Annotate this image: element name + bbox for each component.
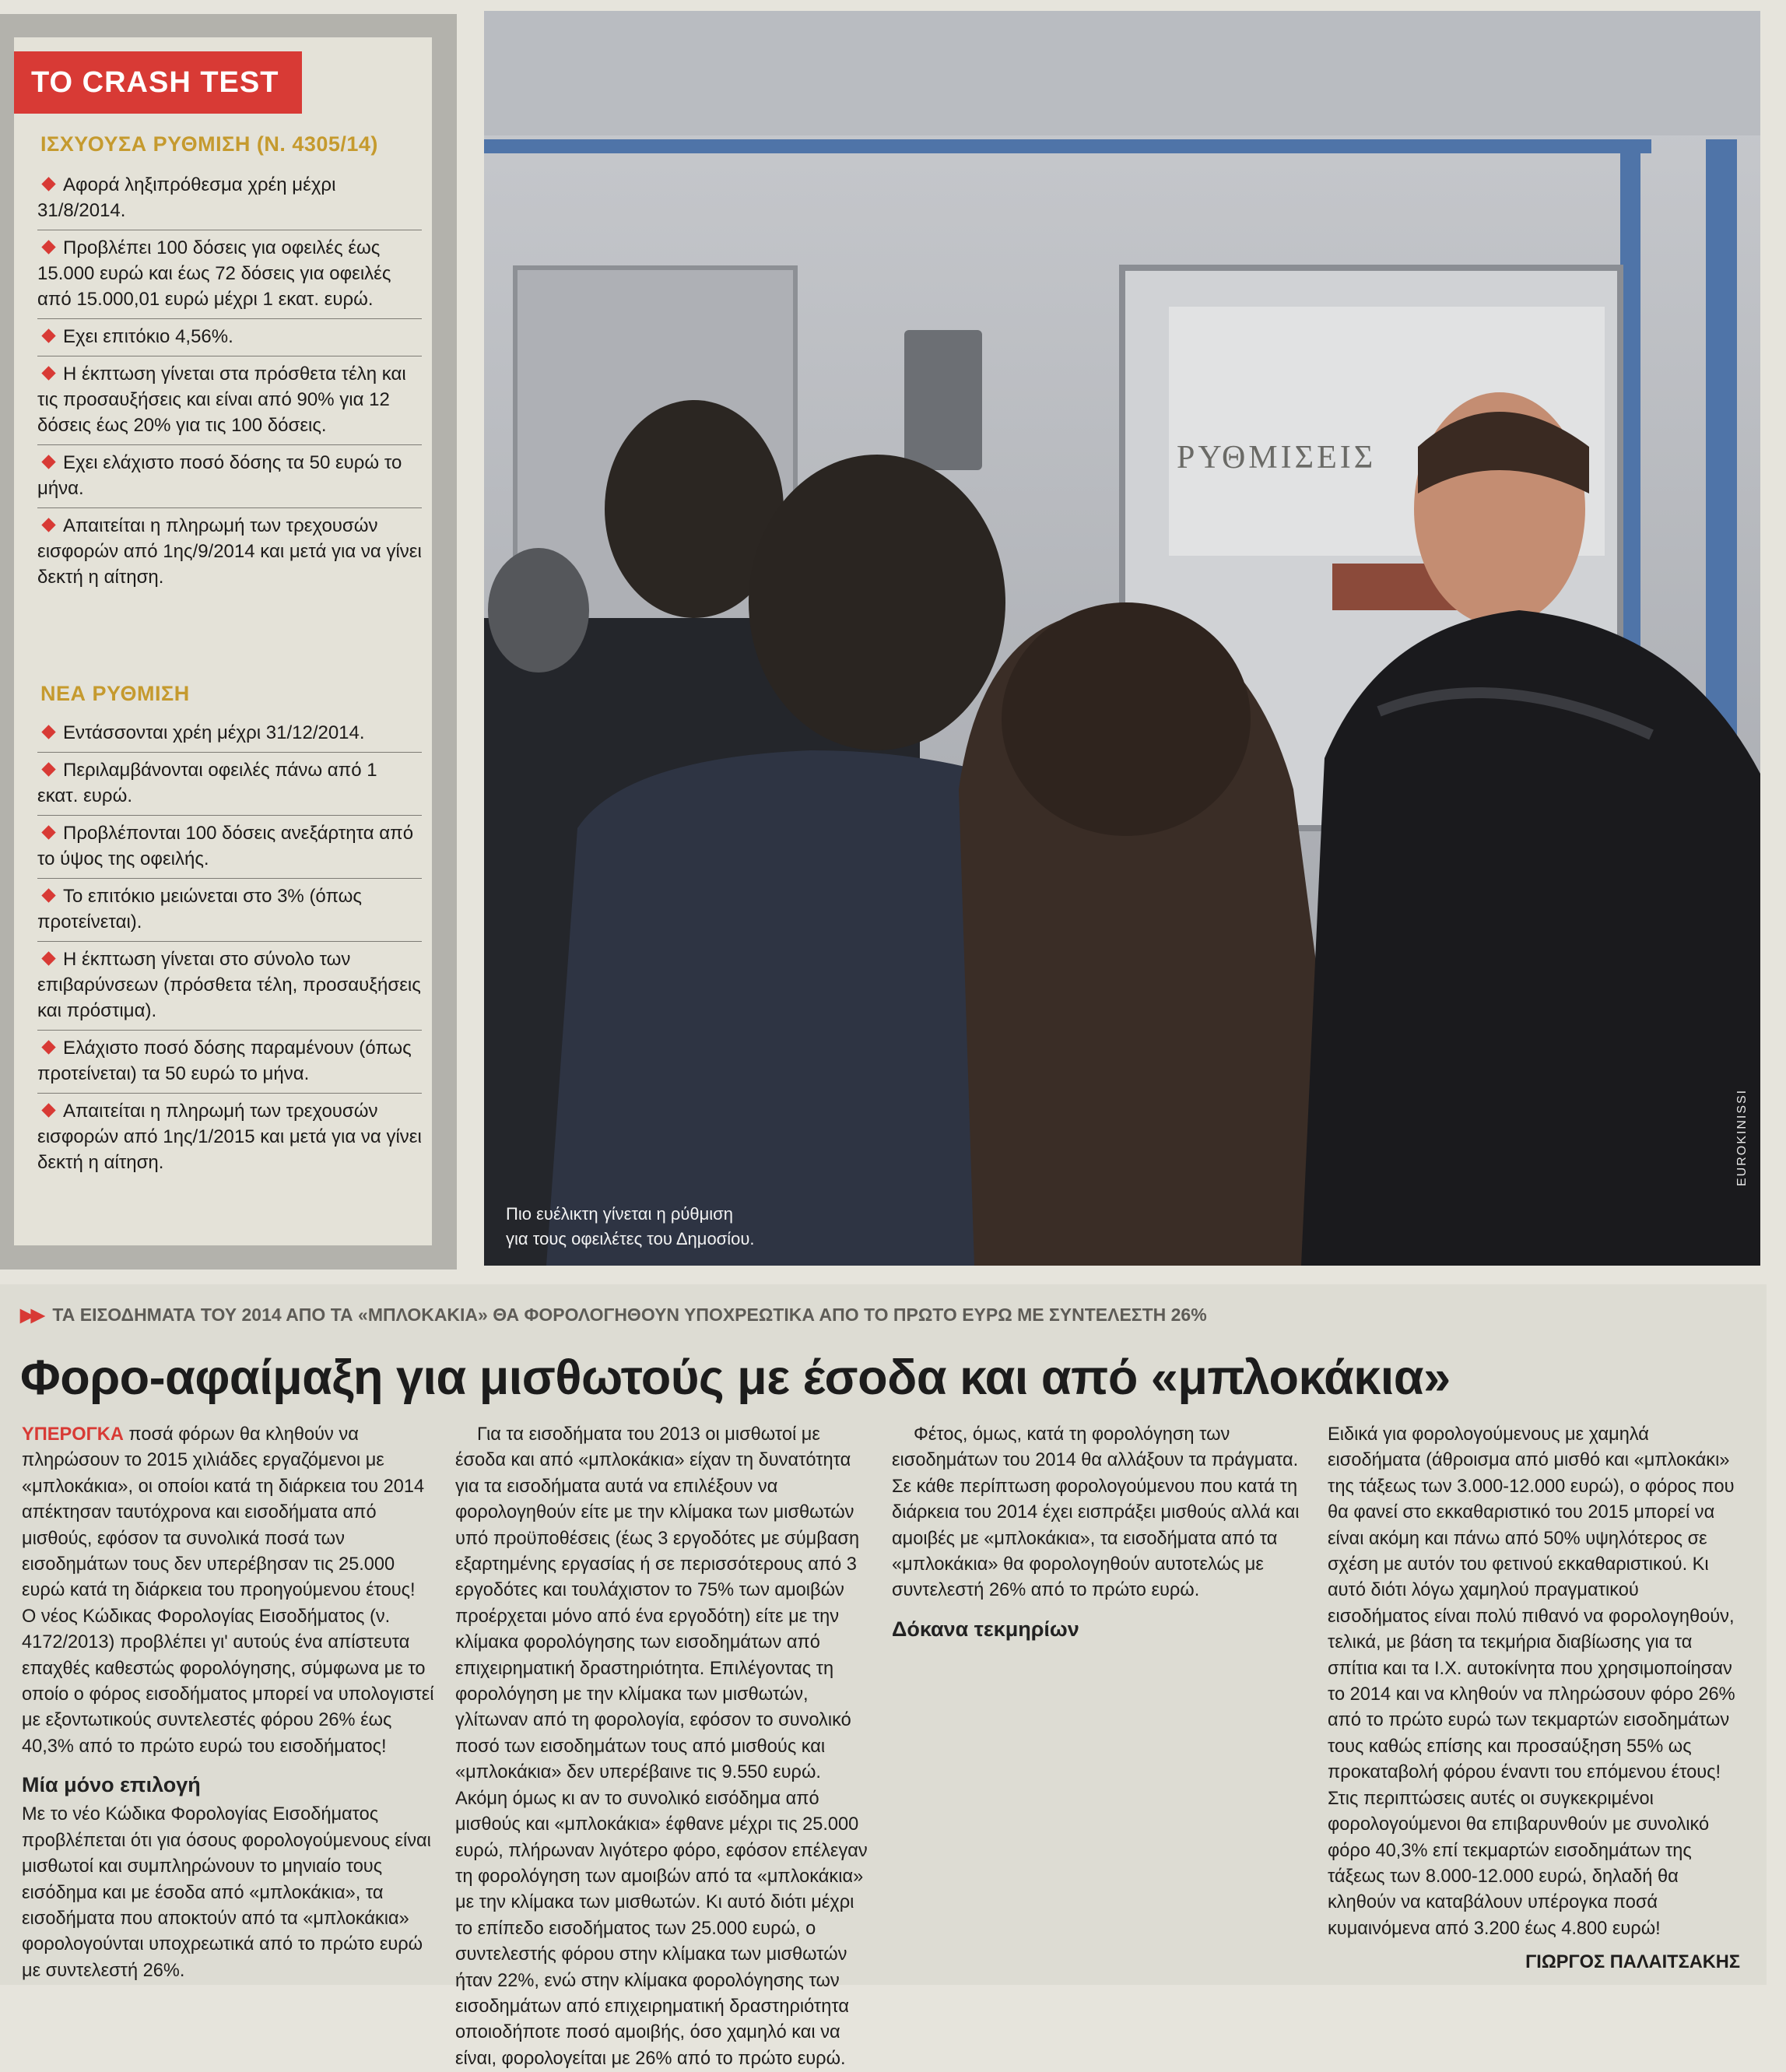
diamond-bullet-icon	[41, 888, 55, 902]
list-item: Εχει επιτόκιο 4,56%.	[37, 319, 422, 356]
diamond-bullet-icon	[41, 825, 55, 839]
article-column-4	[1328, 1422, 1740, 1976]
crash-test-box	[0, 14, 457, 1270]
list-item: Προβλέπει 100 δόσεις για οφειλές έως 15.000 ευρώ και έως 72 δόσεις για οφειλές από 15.000,01 ευρώ μέχρι 1 εκατ. ευρώ.	[37, 230, 422, 319]
list-item: Το επιτόκιο μειώνεται στο 3% (όπως προτείνεται).	[37, 879, 422, 942]
diamond-bullet-icon	[41, 177, 55, 191]
article-column-1	[22, 1422, 434, 1984]
headline: Φορο-αφαίμαξη για μισθωτούς με έσοδα και από «μπλοκάκια»	[20, 1350, 1451, 1405]
photo-caption: Πιο ευέλικτη γίνεται η ρύθμιση για τους οφειλέτες του Δημοσίου.	[506, 1204, 755, 1248]
list-item: Απαιτείται η πληρωμή των τρεχουσών εισφορών από 1ης/9/2014 και μετά για να γίνει δεκτή η αίτηση.	[37, 515, 422, 588]
diamond-bullet-icon	[41, 455, 55, 469]
list-item: Προβλέπονται 100 δόσεις ανεξάρτητα από το ύψος της οφειλής.	[37, 816, 422, 879]
news-photo	[484, 11, 1760, 1266]
box-tag: ΤΟ CRASH TEST	[14, 51, 302, 114]
list-item: Αφορά ληξιπρόθεσμα χρέη μέχρι 31/8/2014.	[37, 167, 422, 230]
office-sign-text: ΡΥΘΜΙΣΕΙΣ	[1177, 440, 1377, 476]
current-regime-heading: ΙΣΧΥΟΥΣΑ ΡΥΘΜΙΣΗ (Ν. 4305/14)	[40, 132, 378, 156]
article	[0, 1284, 1767, 2069]
list-item: Εχει ελάχιστο ποσό δόσης τα 50 ευρώ το μήνα.	[37, 445, 422, 508]
diamond-bullet-icon	[41, 951, 55, 965]
list-item: Η έκπτωση γίνεται στο σύνολο των επιβαρύνσεων (πρόσθετα τέλη, προσαυξήσεις και πρόστιμα).	[37, 942, 422, 1031]
article-paragraph: Με το νέο Κώδικα Φορολογίας Εισοδήματος προβλέπεται ότι για όσους φορολογούμενους είναι μισθωτοί και συμπληρώνουν το μηνιαίο τους εισόδημα και με έσοδα από «μπλοκάκια», τα εισοδήματα που αποκτούν από τα «μπλοκάκια» φορολογούνται υποχρεωτικά από το πρώτο ευρώ με συντελεστή 26%.	[22, 1804, 431, 1981]
lead-word: ΥΠΕΡΟΓΚΑ	[22, 1424, 124, 1445]
diamond-bullet-icon	[41, 725, 55, 739]
new-regime-list	[37, 715, 422, 1182]
diamond-bullet-icon	[41, 1103, 55, 1117]
diamond-bullet-icon	[41, 762, 55, 776]
new-regime-heading: ΝΕΑ ΡΥΘΜΙΣΗ	[40, 682, 190, 705]
article-column-2	[455, 1422, 868, 2072]
current-regime-list	[37, 167, 422, 596]
crash-test-panel	[14, 37, 432, 1245]
article-column-3	[892, 1422, 1304, 1646]
list-item: Απαιτείται η πληρωμή των τρεχουσών εισφορών από 1ης/1/2015 και μετά για να γίνει δεκτή η αίτηση.	[37, 1101, 422, 1173]
article-paragraph: ΥΠΕΡΟΓΚΑ ποσά φόρων θα κληθούν να πληρώσουν το 2015 χιλιάδες εργαζόμενοι με «μπλοκάκια», οι οποίοι κατά τη διάρκεια του 2014 απέκτησαν ταυτόχρονα και εισοδήματα από μισθούς, εφόσον τα συνολικά ποσά των εισοδημάτων τους δεν υπερέβησαν τις 25.000 ευρώ κατά τη διάρκεια του προηγούμενου έτους! Ο νέος Κώδικας Φορολογίας Εισοδήματος (ν. 4172/2013) προβλέπει γι' αυτούς ένα απίστευτα επαχθές καθεστώς φορολόγησης, σύμφωνα με το οποίο ο φόρος εισοδήματος μπορεί να υπολογιστεί με εξοντωτικούς συντελεστές φόρου 26% έως 40,3% από το πρώτο ευρώ του εισοδήματος!	[22, 1424, 434, 1757]
queue-photo-illustration	[484, 11, 1760, 1266]
diamond-bullet-icon	[41, 240, 55, 254]
list-item: Ελάχιστο ποσό δόσης παραμένουν (όπως προτείνεται) τα 50 ευρώ το μήνα.	[37, 1031, 422, 1094]
diamond-bullet-icon	[41, 328, 55, 342]
photo-credit: EUROKINISSI	[1735, 1088, 1749, 1186]
list-item: Περιλαμβάνονται οφειλές πάνω από 1 εκατ. ευρώ.	[37, 753, 422, 816]
list-item: Η έκπτωση γίνεται στα πρόσθετα τέλη και τις προσαυξήσεις και είναι από 90% για 12 δόσεις έως 20% για τις 100 δόσεις.	[37, 356, 422, 445]
diamond-bullet-icon	[41, 1040, 55, 1054]
subheading: Μία μόνο επιλογή	[22, 1773, 201, 1797]
article-paragraph: Ειδικά για φορολογούμενους με χαμηλά εισοδήματα (άθροισμα από μισθό και «μπλοκάκι» της τάξεως των 3.000-12.000 ευρώ), ο φόρος που θα φανεί στο εκκαθαριστικό του 2015 μπορεί να είναι ακόμη και πάνω από 50% υψηλότερος σε σχέση με αυτόν του φετινού εκκαθαριστικού. Κι αυτό διότι λόγω χαμηλού πραγματικού εισοδήματος είναι πολύ πιθανό να φορολογηθούν, τελικά, με βάση τα τεκμήρια διαβίωσης για τα σπίτια και τα Ι.Χ. αυτοκίνητα που χρησιμοποίησαν το 2014 και να κληθούν να πληρώσουν φόρο 26% από το πρώτο ευρώ των τεκμαρτών εισοδημάτων τους καθώς επίσης και προσαύξηση 55% ως προκαταβολή φόρου έναντι του επόμενου έτους! Στις περιπτώσεις αυτές οι συγκεκριμένοι φορολογούμενοι θα επιβαρυνθούν με συνολικό φόρο 40,3% επί τεκμαρτών εισοδημάτων της τάξεως των 8.000-12.000 ευρώ, δηλαδή θα κληθούν να καταβάλουν υπέρογκα ποσά κυμαινόμενα από 3.200 έως 4.800 ευρώ!	[1328, 1424, 1735, 1939]
double-arrow-icon: ▶▶	[20, 1305, 42, 1325]
list-item: Εντάσσονται χρέη μέχρι 31/12/2014.	[37, 715, 422, 753]
diamond-bullet-icon	[41, 366, 55, 380]
diamond-bullet-icon	[41, 518, 55, 532]
subheading: Δόκανα τεκμηρίων	[892, 1617, 1079, 1641]
article-paragraph: Φέτος, όμως, κατά τη φορολόγηση των εισοδημάτων του 2014 θα αλλάξουν τα πράγματα. Σε κάθε περίπτωση φορολογούμενου που κατά τη διάρκεια του 2014 έχει εισπράξει μισθούς αλλά και αμοιβές με «μπλοκάκια», τα εισοδήματα από τα «μπλοκάκια» θα φορολογηθούν αυτοτελώς με συντελεστή 26% από το πρώτο ευρώ.	[892, 1424, 1300, 1601]
kicker: ▶▶ ΤΑ ΕΙΣΟΔΗΜΑΤΑ ΤΟΥ 2014 ΑΠΟ ΤΑ «ΜΠΛΟΚΑΚΙΑ» ΘΑ ΦΟΡΟΛΟΓΗΘΟΥΝ ΥΠΟΧΡΕΩΤΙΚΑ ΑΠΟ ΤΟ ΠΡΩΤΟ ΕΥΡΩ ΜΕ ΣΥΝΤΕΛΕΣΤΗ 26%	[20, 1305, 1207, 1325]
byline: ΓΙΩΡΓΟΣ ΠΑΛΑΙΤΣΑΚΗΣ	[1525, 1952, 1740, 1973]
article-paragraph: Για τα εισοδήματα του 2013 οι μισθωτοί με έσοδα και από «μπλοκάκια» είχαν τη δυνατότητα για τα εισοδήματα αυτά να επιλέξουν να φορολογηθούν είτε με την κλίμακα των μισθωτών υπό προϋποθέσεις (έως 3 εργοδότες με σύμβαση εξαρτημένης εργασίας ή σε περισσότερους από 3 εργοδότες και τουλάχιστον το 75% των αμοιβών προέρχεται μόνο από ένα εργοδότη) είτε με την κλίμακα φορολόγησης των εισοδημάτων από επιχειρηματική δραστηριότητα. Επιλέγοντας τη φορολόγηση με την κλίμακα των μισθωτών, γλίτωναν από τη φορολογία, εφόσον το συνολικό ποσό των εισοδημάτων τους από μισθούς και «μπλοκάκια» δεν υπερέβαινε τις 9.550 ευρώ. Ακόμη όμως κι αν το συνολικό εισόδημα από μισθούς και «μπλοκάκια» έφθανε μέχρι τις 25.000 ευρώ, πλήρωναν λιγότερο φόρο, εφόσον επέλεγαν τη φορολόγηση των αμοιβών από τα «μπλοκάκια» με την κλίμακα των μισθωτών. Κι αυτό διότι μέχρι το επίπεδο εισοδήματος των 25.000 ευρώ, ο συντελεστής φόρου στην κλίμακα των μισθωτών ήταν 22%, ενώ στην κλίμακα φορολόγησης των εισοδημάτων από επιχειρηματική δραστηριότητα οποιοδήποτε ποσό αμοιβής, όσο χαμηλό και να είναι, φορολογείται με 26% από το πρώτο ευρώ.	[455, 1424, 868, 2069]
